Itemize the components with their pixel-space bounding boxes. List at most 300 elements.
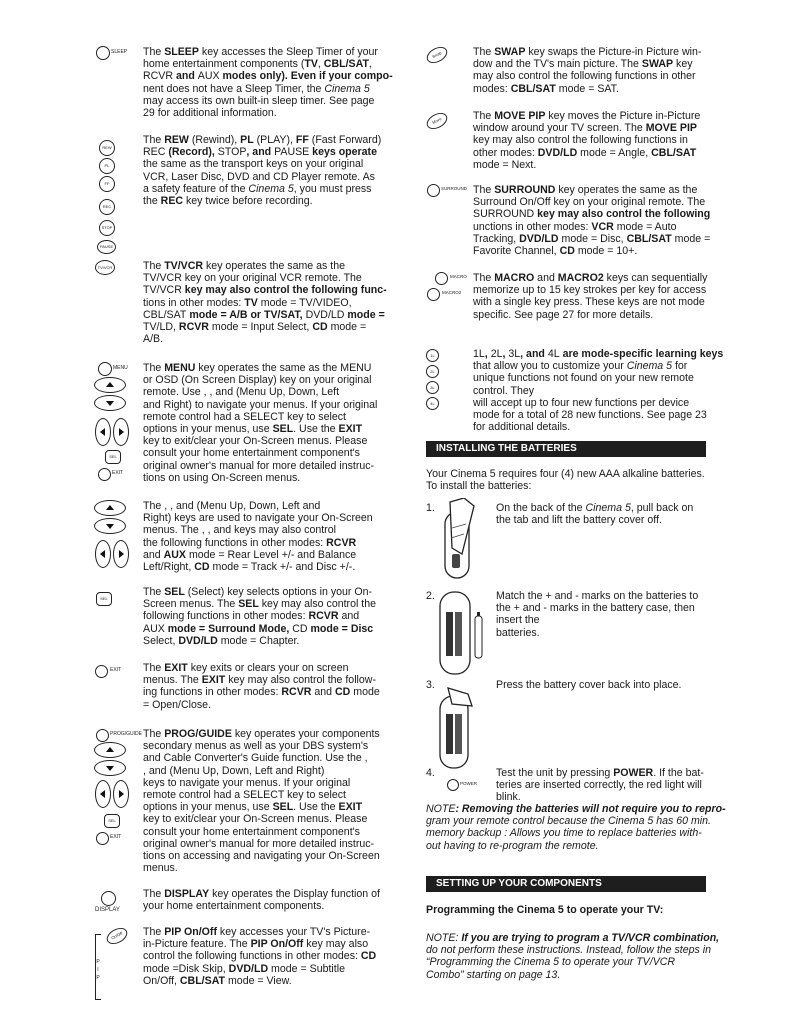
bold-text: AUX [163,548,186,561]
step-4-number: 4. [426,767,435,779]
text-line [496,514,711,526]
text-line [143,374,393,386]
text-line [143,107,393,119]
text-line [426,956,726,968]
text-line [143,134,393,146]
text-line [143,623,393,635]
text-segment: memorize up to 15 key strokes per key for access [473,284,707,297]
rew-key-icon [99,140,115,156]
text-line [143,938,393,950]
batteries-intro [426,468,716,492]
text-line [143,975,393,987]
bold-text: mode = A/B or TV/SAT, [186,308,306,321]
text-segment: key swaps the Picture-in Picture win- [525,46,702,58]
text-line [496,679,711,691]
text-line [473,284,733,296]
text-line [143,362,393,374]
text-line [473,309,733,321]
bold-text: VCR [591,220,614,233]
tvvcr-key-label: TV/VCR [97,264,113,270]
text-segment: and Right) to navigate your menus. If your original [143,398,378,411]
text-segment: The [143,888,165,900]
learn-4l-key-label: 4L [430,400,435,406]
text-segment: window around your TV screen. The [473,122,646,135]
text-line [473,221,733,233]
text-line [143,850,393,862]
text-line [496,767,711,779]
sel-key-icon [104,814,120,828]
bold-text: SURROUND [494,184,556,196]
text-line [143,524,393,536]
bold-text: CBL/SAT [179,974,226,987]
bold-text: RCVR [281,686,312,699]
exit-key-label: EXIT [110,667,122,673]
text-line [143,309,393,321]
text-segment: key [673,58,693,71]
text-line [426,840,726,852]
step-3-number: 3. [426,679,435,691]
bold-text: TV/VCR [164,260,204,272]
text-segment: specific. See page 27 for more details. [473,308,654,321]
text-line [473,122,733,134]
text-segment: , and (Menu Up, Down, Left and Right) [143,764,325,777]
text-line [473,348,733,360]
bold-text: RCVR [178,321,209,334]
text-line [143,460,393,472]
text-segment: , [368,58,372,71]
power-key-icon [447,779,459,791]
batteries-intro-line-2: To install the batteries: [426,480,532,493]
step-1-number: 1. [426,502,435,514]
text-segment: (Fast Forward) [308,134,382,146]
text-segment: may also control the following functions in other [473,70,696,83]
bold-text: RCVR [308,610,339,623]
text-segment: REC [143,146,166,159]
text-line [143,838,393,850]
bold-text: SWAP [494,46,526,58]
up-arrow-icon [94,377,126,393]
text-segment: SURROUND [473,208,535,221]
text-segment: mode = View. [225,974,292,987]
text-segment: , [317,58,324,71]
text-line [473,385,733,397]
text-segment: batteries. [496,626,540,639]
text-line [143,472,393,484]
text-segment: On/Off, [143,974,180,987]
swap-key-label: Swap [431,50,443,60]
bold-text: SEL [164,586,185,598]
text-segment: DVD/LD [305,308,345,321]
text-line [143,500,393,512]
text-line [143,635,393,647]
learn-3l-key-icon [426,381,439,394]
text-segment: insert the [496,614,540,627]
sel-key-label: SEL [100,596,108,601]
text-segment: 2L [490,348,503,360]
text-line [143,333,393,345]
text-line [143,926,393,938]
pip-side-label: P I P [96,959,100,981]
emphasis-text: Cinema 5 [585,502,631,514]
text-line [143,813,393,825]
text-line [473,296,733,308]
text-segment: = Open/Close. [143,698,212,711]
text-segment: The [143,362,165,374]
bold-text: (Record), [165,146,218,159]
ff-key-icon [99,176,115,192]
text-segment: mode [350,686,380,699]
bold-text: MOVE PIP [494,110,546,122]
text-segment: mode = Next. [473,158,537,171]
remote-battery-cover-illustration [440,498,484,585]
bold-text: CD [360,950,377,963]
text-segment: your home entertainment components. [143,900,325,913]
text-line [143,862,393,874]
text-line [143,70,393,82]
down-arrow-icon [94,518,126,534]
text-segment: key operates the Display function of [209,888,380,900]
bold-text: DISPLAY [164,888,210,900]
text-segment: mode for a total of 28 new functions. See page 23 [473,409,707,422]
text-segment: consult your home entertainment component's [143,825,360,838]
text-line [496,791,711,803]
text-segment: On the back of the [496,502,586,514]
swap-key-icon [424,44,450,67]
bold-text: DVD/LD [178,634,218,647]
text-line [473,360,733,372]
text-line [143,58,393,70]
text-segment: , you must press [293,182,372,195]
bold-text: CD [312,321,328,334]
bold-text: SEL [272,423,294,436]
text-line [143,740,393,752]
text-line [496,779,711,791]
move-pip-key-label: Move [431,116,443,126]
text-line [496,590,711,602]
text-segment: tions on using On-Screen menus. [143,471,301,484]
right-arrow-icon [113,780,129,808]
prog-guide-key-icon [96,729,109,742]
text-line [143,321,393,333]
text-line [143,146,393,158]
exit-key-icon [98,468,111,481]
text-segment: key operates your components [231,728,380,740]
exit-key-label: EXIT [112,470,124,476]
text-segment: The [143,134,165,146]
text-segment: options in your menus, use [143,423,273,436]
text-segment: and [338,610,360,623]
text-segment: mode = Chapter. [217,634,300,647]
text-line [496,502,711,514]
text-line [473,110,733,122]
text-segment: key twice before recording. [183,195,313,208]
text-segment: mode = Track +/- and Disc +/-. [209,561,356,574]
tvvcr-key-icon [95,260,115,275]
bold-text: : Removing the batteries will not require you to repro- [455,803,726,815]
bold-text: DVD/LD [519,232,559,245]
text-segment: menus. [143,862,178,875]
text-segment: mode = Rear Level +/- and Balance [186,548,357,561]
text-segment: for [672,360,688,373]
text-segment: may access its own built-in sleep timer. See page [143,94,375,107]
bold-text: , [502,348,509,360]
text-segment: the tab and lift the battery cover off. [496,514,662,527]
text-line [143,765,393,777]
text-segment: The [473,110,495,122]
rec-key-label: REC [102,204,112,209]
text-segment: modes: [473,82,511,95]
bold-text: If you are trying to program a TV/VCR combination, [458,932,720,944]
macro-key-label: MACRO [450,274,467,279]
batteries-intro-line-1: Your Cinema 5 requires four (4) new AAA alkaline batteries. [426,468,705,480]
text-segment: Press the battery cover back into place. [496,679,682,691]
text-segment: mode = Auto [613,220,677,233]
text-line [143,801,393,813]
text-segment: out having to re-program the remote. [426,839,599,852]
text-line [143,900,393,912]
rec-key-icon [99,199,115,215]
text-line [473,397,733,409]
play-key-icon [99,158,115,174]
learn-4l-key-icon [426,397,439,410]
bold-text: CD [334,686,351,699]
text-segment: mode = Input Select, [208,321,313,334]
text-segment: and [534,272,558,284]
exit-key-label: EXIT [110,834,122,840]
text-line [143,586,393,598]
text-segment: remote control had a SELECT key to select [143,410,346,423]
text-line [473,134,733,146]
step-2-text [496,590,711,639]
text-segment: NOTE: [426,932,459,944]
text-line [426,969,726,981]
text-line [143,284,393,296]
learn-1l-key-icon [426,349,439,362]
arrows-paragraph [143,500,393,573]
text-segment: keys can sequentially [603,272,708,284]
text-segment: the + and - marks in the battery case, then [496,602,695,615]
text-segment: original owner's manual for more detailed instruc- [143,837,375,850]
pip-onoff-key-label: On/Off [110,930,124,941]
remote-cover-replace-illustration [436,684,480,775]
text-segment: key may also control the [258,598,376,611]
prog-guide-key-label: PROG/GUIDE [110,731,142,737]
text-line [143,752,393,764]
bold-text: SEL [272,801,294,814]
text-segment: do not perform these instructions. Instead, follow the steps in [426,944,712,957]
text-segment: unctions in other modes: [473,220,592,233]
text-segment: TV/VCR [143,284,182,297]
step-3-text [496,679,711,691]
text-line [143,674,393,686]
text-segment: the [143,195,161,208]
display-key-icon [101,891,116,906]
bold-text: DVD/LD [537,146,578,159]
text-segment: 1L [473,348,485,360]
text-segment: Screen menus. The [143,598,239,611]
text-segment: nent does not have a Sleep Timer, the [143,82,325,95]
text-segment: 29 for additional information. [143,107,277,120]
bold-text: EXIT [338,801,363,814]
text-line [143,699,393,711]
text-segment: menus. The [143,674,202,687]
text-segment: gram your remote control because the Cinema 5 has 60 min. [426,815,711,828]
batteries-heading: INSTALLING THE BATTERIES [426,441,706,457]
text-line [143,399,393,411]
menu-paragraph [143,362,393,484]
bold-text: FF [295,134,309,146]
text-segment: and [311,686,335,699]
bold-text: CBL/SAT [626,232,672,245]
sel-key-icon [96,592,112,606]
text-segment: . If the bat- [653,767,704,779]
text-segment: 3L [508,348,521,360]
text-segment: key accesses the Sleep Timer of your [198,46,378,58]
text-segment: (Rewind), [188,134,241,146]
ff-key-label: FF [104,181,110,186]
text-segment: that allow you to customize your [473,360,627,373]
text-segment: Test the unit by pressing [496,767,614,779]
text-line [473,208,733,220]
text-segment: A/B. [143,333,164,346]
setup-note [426,932,726,981]
text-segment: home entertainment components ( [143,58,305,71]
text-line [143,662,393,674]
text-segment: Favorite Channel, [473,245,560,258]
text-segment: CD [292,622,308,635]
text-line [426,803,726,815]
text-segment: key exits or clears your on screen [187,662,349,674]
bold-text: key may also control the following func- [181,284,387,297]
text-segment: teries are inserted correctly, the red light will [496,779,702,792]
left-arrow-icon [95,780,111,808]
stop-key-icon [99,220,115,236]
text-segment: key operates the same as the [555,184,698,196]
bold-text: are mode-specific learning keys [559,348,724,360]
bold-text: SLEEP [164,46,199,58]
bold-text: PROG/GUIDE [164,728,232,740]
bold-text: EXIT [164,662,188,674]
text-segment: key may also control the follow- [225,674,376,687]
text-line [143,83,393,95]
text-line [473,421,733,433]
bold-text: EXIT [201,674,226,687]
learn-1l-key-label: 1L [430,352,435,358]
text-line [143,826,393,838]
emphasis-text: Cinema 5 [248,182,294,195]
text-line [143,963,393,975]
learn-2l-key-label: 2L [430,368,435,374]
text-line [143,789,393,801]
text-segment: unique functions not found on your new remote [473,372,694,385]
setup-subheading: Programming the Cinema 5 to operate your TV: [426,904,664,916]
text-line [473,58,733,70]
text-line [473,245,733,257]
move-pip-paragraph [473,110,733,171]
text-line [143,158,393,170]
bold-text: , and [520,348,548,360]
move-pip-key-icon [424,110,450,133]
text-line [426,815,726,827]
text-segment: control the following functions in other modes: [143,950,361,963]
bold-text: CBL/SAT [510,82,556,95]
text-segment: remote control had a SELECT key to select [143,789,346,802]
setup-heading: SETTING UP YOUR COMPONENTS [426,876,706,892]
bold-text: CBL/SAT [323,58,369,71]
text-segment: Select, [143,634,179,647]
sleep-paragraph [143,46,393,119]
bold-text: key may also control the following [534,208,711,221]
text-segment: mode = Angle, [577,146,652,159]
text-segment: the same as the transport keys on your original [143,158,364,171]
emphasis-text: Cinema 5 [626,360,673,373]
text-segment: Tracking, [473,232,520,245]
bold-text: MENU [164,362,196,374]
text-segment: The [143,46,165,58]
step-1-text [496,502,711,526]
macro2-key-label: MACRO2 [442,290,462,295]
text-segment: and Cable Converter's Guide function. Use the , [143,752,368,765]
text-line [473,159,733,171]
text-segment: mode =Disk Skip, [143,962,229,975]
exit-key-icon [96,832,109,845]
bold-text: and [173,70,198,83]
menu-key-icon [98,362,112,376]
step-4-text [496,767,711,804]
display-key-label: DISPLAY [95,907,120,913]
bold-text: modes only). Even if your compo- [219,70,393,83]
text-segment: mode = SAT. [555,82,619,95]
text-line [143,435,393,447]
bold-text: MOVE PIP [645,122,697,135]
text-line [473,83,733,95]
swap-paragraph [473,46,733,95]
text-segment: ing functions in other modes: [143,686,282,699]
text-segment: mode = Disc, [558,232,627,245]
sleep-key-label: SLEEP [111,49,128,55]
text-segment: key to exit/clear your On-Screen menus. Please [143,813,368,826]
tvvcr-paragraph [143,260,393,345]
transport-paragraph [143,134,393,207]
text-segment: 4L [547,348,560,360]
text-segment: mode = [327,321,367,334]
bold-text: SEL [238,598,259,611]
learn-3l-key-label: 3L [430,384,435,390]
text-line [426,827,726,839]
bold-text: keys operate [309,146,377,159]
text-segment: key to exit/clear your On-Screen menus. Please [143,435,368,448]
sel-key-label: SEL [108,818,116,823]
bold-text: , [484,348,491,360]
bold-text: mode = Surround Mode, [164,622,293,635]
text-line [143,46,393,58]
text-line [143,171,393,183]
text-segment: and [143,548,164,561]
sel-key-icon [105,450,121,464]
text-line [143,297,393,309]
bold-text: CD [559,245,575,258]
text-line [496,602,711,614]
text-segment: (Select) key selects options in your On- [184,586,373,598]
text-segment: tions in other modes: [143,296,245,309]
emphasis-text: Cinema 5 [324,82,370,95]
text-line [426,944,726,956]
text-segment: control. They [473,384,535,397]
bold-text: DVD/LD [228,962,269,975]
text-segment: mode = [671,232,711,245]
text-line [143,888,393,900]
text-segment: for additional details. [473,421,571,434]
